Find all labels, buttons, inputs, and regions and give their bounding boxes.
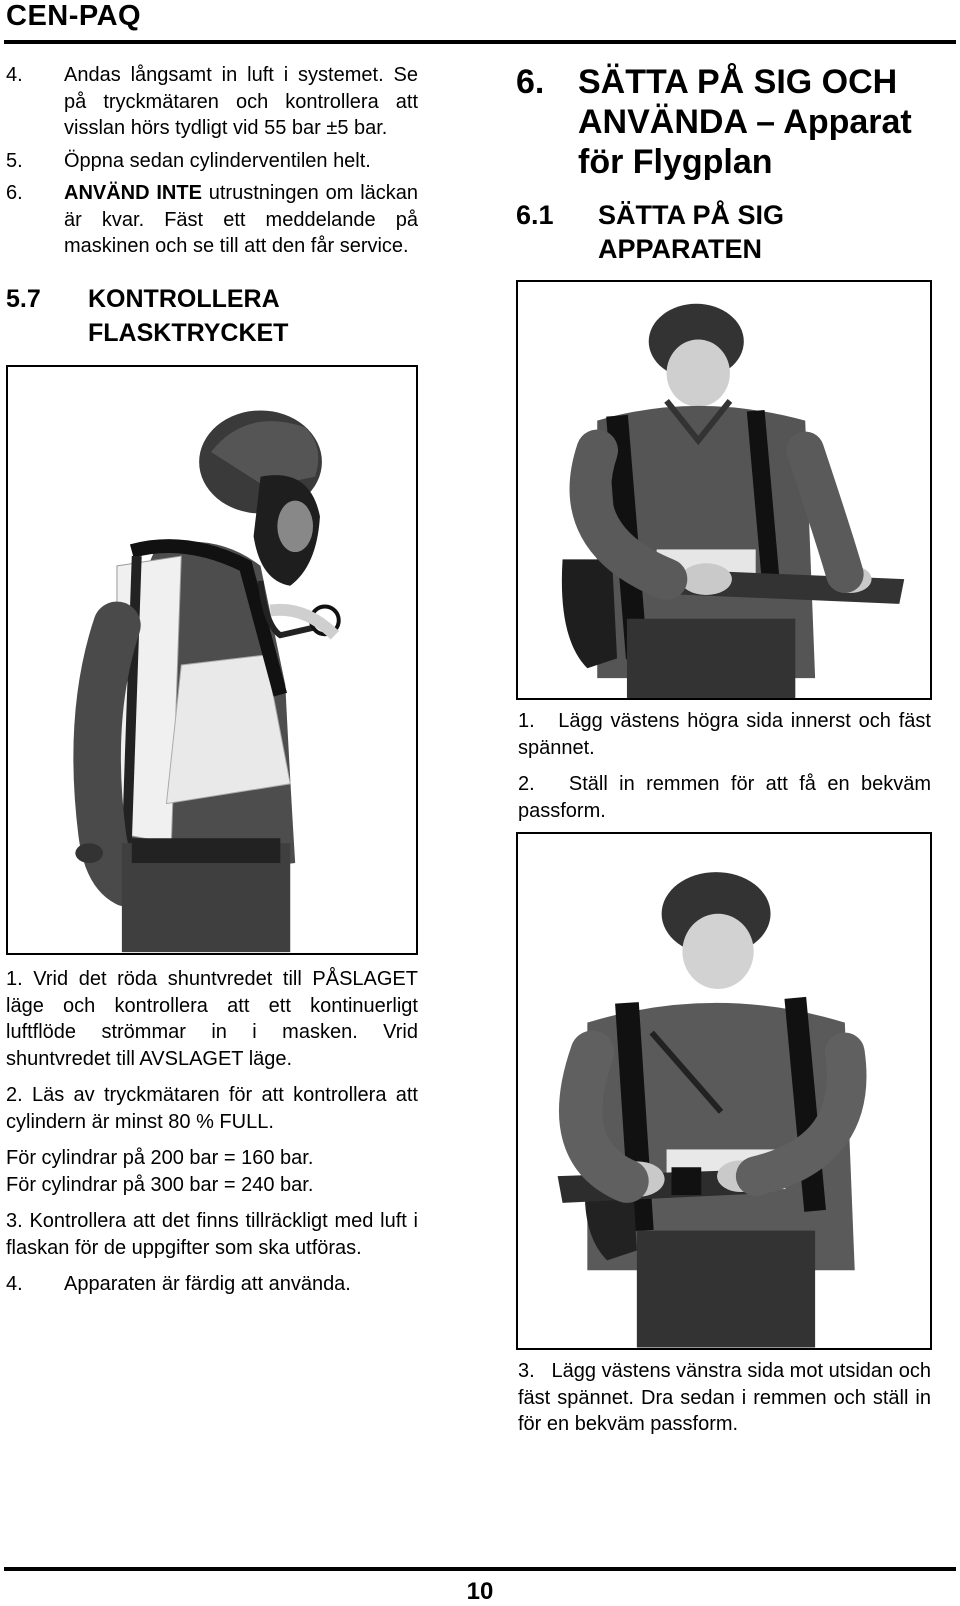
section-6-1-heading: 6.1 SÄTTA PÅ SIG APPARATEN [516,200,785,264]
check-step-1: 1. Vrid det röda shuntvredet till PÅSLAGET läge och kontrollera att ett kontinuerligt luftflöde strömmar in i masken. Vrid shuntvredet till AVSLAGET läge. [6,968,418,1070]
person-checking-gauge-image [8,367,416,953]
person-adjusting-strap-image [518,834,930,1348]
left-bottom-text [6,966,418,1298]
step-4: 4. Andas långsamt in luft i systemet. Se på tryckmätaren och kontrollera att visslan hörs tydligt vid 55 bar ±5 bar. [6,64,418,139]
page-number: 10 [466,1578,494,1605]
cylinder-200-line: För cylindrar på 200 bar = 160 bar. [6,1147,314,1169]
brand-title: CEN-PAQ [6,0,142,32]
cylinder-300-line: För cylindrar på 300 bar = 240 bar. [6,1173,314,1196]
section-5-7-heading: 5.7 KONTROLLERA FLASKTRYCKET [6,285,289,347]
photo-check-pressure [6,365,418,955]
section-6-heading: 6. SÄTTA PÅ SIG OCH ANVÄNDA – Apparat för Flygplan [516,63,912,181]
photo-fasten-right-side [516,280,932,700]
fasten-step-1: 1. Lägg västens högra sida innerst och fäst spännet. [518,710,931,759]
check-step-4: 4. Apparaten är färdig att använda. [6,1273,351,1295]
photo-fasten-left-side [516,832,932,1350]
left-top-steps [6,62,418,260]
step-5: 5. Öppna sedan cylinderventilen helt. [6,149,371,172]
footer-rule [4,1567,956,1571]
check-step-2: 2. Läs av tryckmätaren för att kontrollera att cylindern är minst 80 % FULL. [6,1084,418,1133]
fasten-step-2: 2. Ställ in remmen för att få en bekväm passform. [518,773,931,822]
header-rule [4,40,956,44]
warning-bold: ANVÄND INTE [64,182,202,204]
fasten-step-3: 3. Lägg västens vänstra sida mot utsidan och fäst spännet. Dra sedan i remmen och ställ in för en bekväm passform. [518,1360,931,1435]
check-step-3: 3. Kontrollera att det finns tillräckligt med luft i flaskan för de uppgifter som ska utföras. [6,1210,418,1259]
right-bottom-text [518,1358,931,1438]
right-mid-text [518,708,931,824]
person-fastening-belt-image [518,282,930,698]
step-6: 6. ANVÄND INTE utrustningen om läckan är kvar. Fäst ett meddelande på maskinen och se till att den får service. [6,182,419,257]
